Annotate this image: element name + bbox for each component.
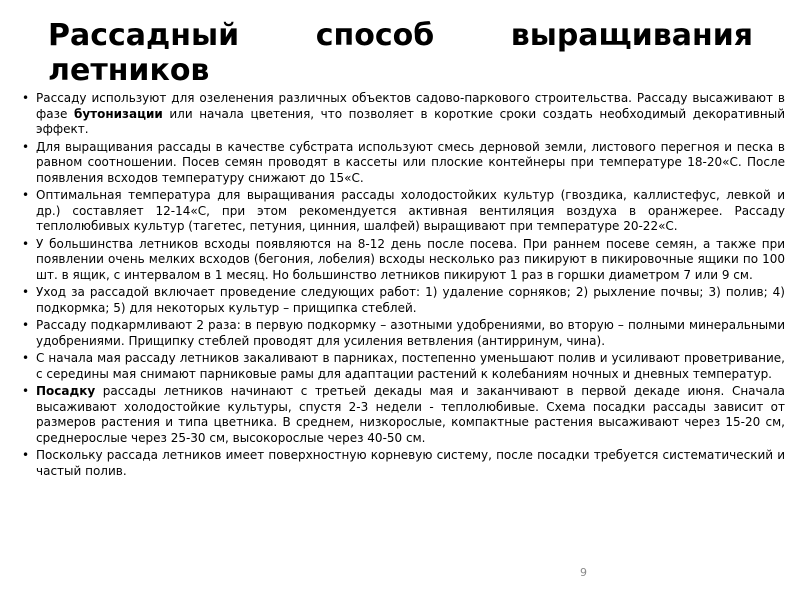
bullet-text: Рассаду используют для озеленения различных объектов садово-паркового строительства. Рассаду высаживают в фазе (36, 91, 785, 121)
bullet-item (20, 140, 785, 187)
slide-title-line-2: летников (48, 53, 210, 88)
bullet-text-bold: бутонизации (73, 106, 163, 121)
bullet-item (20, 237, 785, 284)
slide-title (48, 18, 753, 88)
page-number: 9 (580, 566, 587, 579)
bullet-dot-icon: • (22, 351, 30, 365)
bullet-text: Поскольку рассада летников имеет поверхностную корневую систему, после посадки требуется систематический и частый полив. (36, 448, 785, 478)
bullet-item (20, 351, 785, 382)
bullet-item (20, 448, 785, 479)
bullet-dot-icon: • (22, 139, 30, 154)
bullet-item (20, 318, 785, 349)
bullet-dot-icon: • (22, 318, 30, 332)
slide-title-line-1 (48, 18, 753, 53)
title-word: способ (315, 18, 435, 53)
bullet-list (20, 91, 785, 481)
bullet-text: или начала цветения, что позволяет в короткие сроки создать необходимый декоративный эффект. (36, 106, 785, 136)
bullet-text: Рассаду подкармливают 2 раза: в первую подкормку – азотными удобрениями, во вторую – полными минеральными удобрениями. Прищипку стеблей проводят для усиления ветвления (антирринум, чина). (36, 318, 785, 348)
bullet-text: У большинства летников всходы появляются на 8-12 день после посева. При раннем посеве семян, а также при появлении очень мелких всходов (бегония, лобелия) всходы несколько раз пикируют в пикировочные ящики по 100 шт. в ящик, с интервалом в 1 месяц. Но большинство летников пикируют 1 раз в горшки диаметром 7 или 9 см. (36, 236, 785, 282)
bullet-dot-icon: • (22, 448, 30, 462)
bullet-dot-icon: • (22, 236, 30, 251)
title-word: выращивания (510, 18, 753, 53)
bullet-text: Для выращивания рассады в качестве субстрата используют смесь дерновой земли, листового перегноя и песка в равном соотношении. Посев семян проводят в кассеты или плоские контейнеры при температуре 18-20«С. После появления всходов температуру снижают до 15«С. (36, 139, 785, 185)
bullet-text: Оптимальная температура для выращивания рассады холодостойких культур (гвоздика, каллистефус, левкой и др.) составляет 12-14«С, при этом рекомендуется активная вентиляция воздуха в оранжерее. Рассаду теплолюбивых культур (тагетес, петуния, цинния, шалфей) выращивают при температуре 20-22«С. (36, 188, 785, 233)
bullet-text: Уход за рассадой включает проведение следующих работ: 1) удаление сорняков; 2) рыхление почвы; 3) полив; 4) подкормка; 5) для некоторых культур – прищипка стеблей. (36, 285, 785, 315)
bullet-text-bold: Посадку (36, 384, 96, 398)
bullet-text: С начала мая рассаду летников закаливают в парниках, постепенно уменьшают полив и усиливают проветривание, с середины мая снимают парниковые рамы для адаптации растений к колебаниям ночных и дневных температур. (36, 351, 785, 381)
bullet-item (20, 384, 785, 446)
title-word: Рассадный (48, 18, 240, 53)
bullet-item (20, 188, 785, 235)
bullet-text: рассады летников начинают с третьей декады мая и заканчивают в первой декаде июня. Сначала высаживают холодостойкие культуры, спустя 2-3 недели - теплолюбивые. Схема посадки рассады зависит от размеров растения и типа цветника. В среднем, низкорослые, компактные растения высаживают через 15-20 см, среднерослые через 25-30 см, высокорослые через 40-50 см. (36, 384, 785, 445)
bullet-item (20, 91, 785, 138)
bullet-dot-icon: • (22, 91, 30, 105)
bullet-dot-icon: • (22, 285, 30, 299)
bullet-dot-icon: • (22, 188, 30, 202)
bullet-dot-icon: • (22, 384, 30, 398)
bullet-item (20, 285, 785, 316)
